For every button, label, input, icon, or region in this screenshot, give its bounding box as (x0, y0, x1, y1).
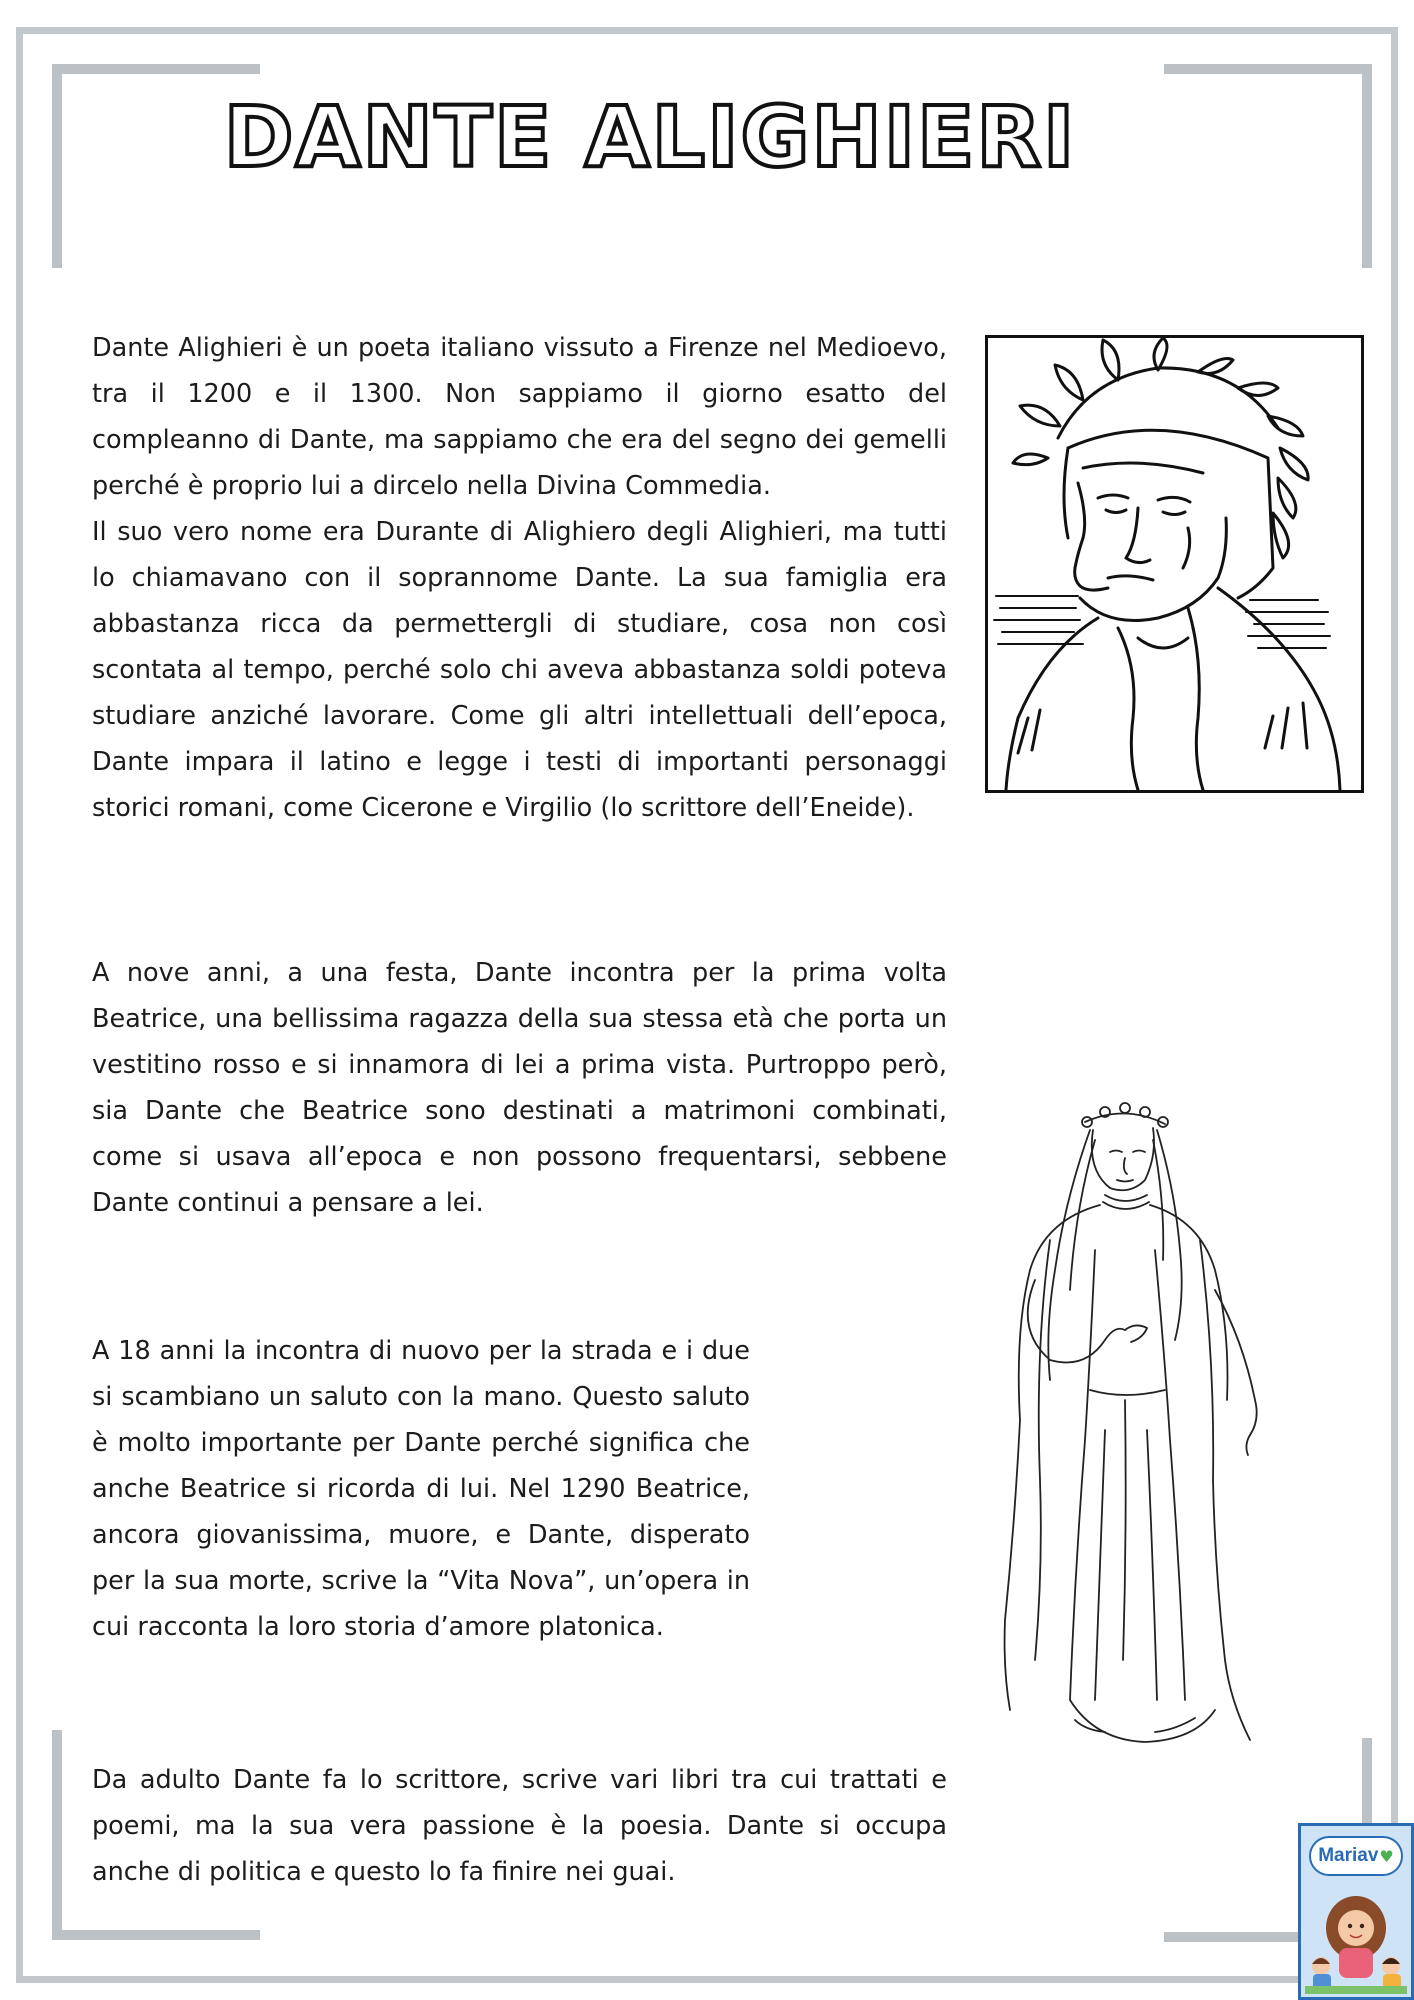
heart-icon: ♥ (1379, 1846, 1394, 1866)
logo-illustration (1305, 1882, 1407, 1994)
page-title: DANTE ALIGHIERI (223, 88, 1077, 186)
dante-portrait-image (985, 335, 1364, 793)
mariav-logo (1298, 1823, 1414, 2000)
logo-cloud (1309, 1836, 1403, 1876)
beatrice-image (975, 1100, 1275, 1750)
paragraph-adulthood: Da adulto Dante fa lo scrittore, scrive vari libri tra cui trattati e poemi, ma la sua vera passione è la poesia. Dante si occupa anche di politica e questo lo fa finire nei guai. (92, 1765, 947, 1887)
paragraph-beatrice-meeting: A nove anni, a una festa, Dante incontra per la prima volta Beatrice, una bellissima ragazza della sua stessa età che porta un vestitino rosso e si innamora di lei a prima vista. Purtroppo però, sia Dante che Beatrice sono destinati a matrimoni combinati, come si usava all’epoca e non possono frequentarsi, sebbene Dante continui a pensare a lei. (92, 958, 947, 1218)
paragraph-biography: Dante Alighieri è un poeta italiano vissuto a Firenze nel Medioevo, tra il 1200 e il 1300. Non sappiamo il giorno esatto del compleanno di Dante, ma sappiamo che era del segno dei gemelli perché è proprio lui a dircelo nella Divina Commedia. Il suo vero nome era Durante di Alighiero degli Alighieri, ma tutti lo chiamavano con il soprannome Dante. La sua famiglia era abbastanza ricca da permettergli di studiare, cosa non così scontata al tempo, perché solo chi aveva abbastanza soldi poteva studiare anziché lavorare. Come gli altri intellettuali dell’epoca, Dante impara il latino e legge i testi di importanti personaggi storici romani, come Cicerone e Virgilio (lo scrittore dell’Eneide). (92, 333, 947, 823)
logo-text: Mariav (1318, 1845, 1379, 1866)
paragraph-vita-nova: A 18 anni la incontra di nuovo per la strada e i due si scambiano un saluto con la mano. Questo saluto è molto importante per Dante perché significa che anche Beatrice si ricorda di lui. Nel 1290 Beatrice, ancora giovanissima, muore, e Dante, disperato per la sua morte, scrive la “Vita Nova”, un’opera in cui racconta la loro storia d’amore platonica. (92, 1336, 750, 1642)
